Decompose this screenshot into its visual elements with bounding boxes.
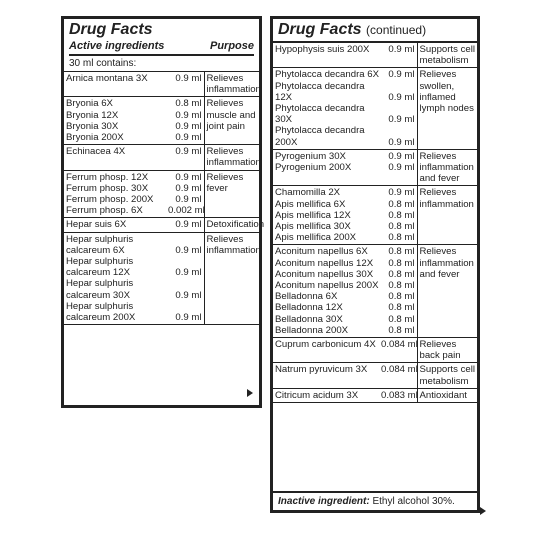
- ingredient-group: [64, 232, 259, 325]
- ingredient-name: Citricum acidum 3X: [275, 389, 359, 401]
- ingredient-names: [64, 72, 166, 97]
- ingredient-amount: 0.9 ml: [175, 289, 202, 301]
- ingredient-name: Belladonna 30X: [275, 313, 343, 325]
- ingredient-names: [64, 97, 166, 145]
- title-text: Drug Facts: [278, 21, 362, 38]
- purpose-text: Relieves back pain: [417, 338, 477, 363]
- ingredient-amounts: [166, 170, 204, 218]
- ingredients-table: [273, 43, 477, 403]
- ingredient-amount: 0.8 ml: [388, 221, 415, 233]
- ingredient-amount: 0.8 ml: [388, 198, 415, 210]
- ingredient-amounts: [379, 149, 417, 186]
- ingredient-name: Pyrogenium 30X: [275, 150, 346, 162]
- ingredient-amount: 0.9 ml: [388, 91, 415, 103]
- ingredient-amount: 0.8 ml: [388, 257, 415, 269]
- ingredient-amount: 0.8 ml: [388, 291, 415, 303]
- ingredient-names: [273, 363, 379, 388]
- ingredient-name: Ferrum phosp. 30X: [66, 182, 149, 194]
- ingredient-amount: 0.9 ml: [388, 69, 415, 81]
- ingredient-names: [64, 232, 166, 325]
- panel-header: [273, 19, 477, 43]
- purpose-text: Relieves inflammation: [417, 186, 477, 245]
- ingredient-amount: 0.9 ml: [388, 187, 415, 199]
- ingredient-name: Hypophysis suis 200X: [275, 44, 370, 55]
- ingredient-name: Chamomilla 2X: [275, 187, 341, 199]
- inactive-ingredient-label: Inactive ingredient:: [278, 496, 370, 507]
- ingredient-amounts: [166, 97, 204, 145]
- ingredient-group: [273, 186, 477, 245]
- title-continued: (continued): [366, 23, 427, 37]
- ingredient-amount: 0.9 ml: [175, 267, 202, 279]
- continued-arrow-icon: [247, 389, 253, 397]
- purpose-text: Relieves inflammation: [204, 72, 259, 97]
- ingredient-amount: 0.9 ml: [388, 136, 415, 148]
- ingredient-name: Pyrogenium 200X: [275, 162, 352, 174]
- ingredient-amount: 0.9 ml: [175, 194, 202, 206]
- purpose-text: Relieves muscle and joint pain: [204, 97, 259, 145]
- ingredient-amount: 0.8 ml: [388, 280, 415, 292]
- ingredient-amount: 0.9 ml: [175, 244, 202, 256]
- purpose-text: Relieves fever: [204, 170, 259, 218]
- ingredient-names: [273, 245, 379, 338]
- ingredient-name: Phytolacca decandra 200X: [275, 125, 365, 148]
- ingredient-amount: 0.9 ml: [175, 109, 202, 121]
- ingredient-name: Bryonia 12X: [66, 109, 119, 121]
- ingredient-name: Apis mellifica 12X: [275, 209, 351, 221]
- purpose-text: Relieves inflammation: [204, 232, 259, 325]
- ingredient-amount: 0.8 ml: [388, 313, 415, 325]
- ingredient-group: [64, 170, 259, 218]
- purpose-text: Relieves inflammation and fever: [417, 149, 477, 186]
- drug-facts-panel-right: [270, 16, 480, 513]
- ingredient-amount: 0.9 ml: [388, 150, 415, 162]
- panel-title: [278, 21, 472, 39]
- inactive-ingredient: [273, 491, 477, 510]
- ingredient-name: Phytolacca decandra 30X: [275, 103, 365, 126]
- panel-header: [64, 19, 259, 56]
- ingredient-group: [273, 338, 477, 363]
- ingredient-amount: 0.084 ml: [381, 339, 418, 351]
- ingredient-amounts: [379, 338, 417, 363]
- ingredient-group: [64, 97, 259, 145]
- ingredient-amount: 0.9 ml: [388, 162, 415, 174]
- ingredient-name: Hepar sulphuris calcareum 200X: [66, 300, 136, 324]
- ingredient-amounts: [379, 245, 417, 338]
- ingredient-name: Hepar suis 6X: [66, 219, 127, 231]
- ingredient-name: Aconitum napellus 30X: [275, 268, 374, 280]
- end-arrow-icon: [480, 507, 486, 515]
- ingredient-amount: 0.8 ml: [388, 324, 415, 336]
- purpose-text: Relieves swollen, inflamed lymph nodes: [417, 68, 477, 149]
- ingredient-group: [64, 145, 259, 170]
- ingredient-name: Hepar sulphuris calcareum 6X: [66, 233, 134, 256]
- ingredient-names: [64, 145, 166, 170]
- ingredient-name: Echinacea 4X: [66, 146, 126, 158]
- ingredient-group: [273, 245, 477, 338]
- ingredient-amount: 0.9 ml: [388, 114, 415, 126]
- purpose-text: Antioxidant: [417, 388, 477, 402]
- ingredient-group: [64, 218, 259, 232]
- ingredient-names: [64, 170, 166, 218]
- ingredient-name: Phytolacca decandra 12X: [275, 80, 365, 103]
- ingredient-name: Belladonna 200X: [275, 324, 349, 336]
- ingredient-amount: 0.8 ml: [388, 268, 415, 280]
- ingredient-amounts: [166, 232, 204, 325]
- ingredient-name: Bryonia 30X: [66, 120, 119, 132]
- ingredient-amount: 0.9 ml: [175, 132, 202, 144]
- ingredient-amounts: [166, 72, 204, 97]
- ingredient-amount: 0.8 ml: [175, 98, 202, 110]
- ingredient-amounts: [379, 186, 417, 245]
- ingredient-amount: 0.8 ml: [388, 209, 415, 221]
- ingredient-amount: 0.9 ml: [175, 120, 202, 132]
- contains-label: 30 ml contains:: [64, 56, 259, 72]
- ingredient-group: [273, 363, 477, 388]
- ingredient-names: [273, 149, 379, 186]
- ingredient-amounts: [379, 68, 417, 149]
- ingredient-name: Bryonia 200X: [66, 132, 124, 144]
- ingredient-name: Hepar sulphuris calcareum 30X: [66, 278, 134, 301]
- ingredient-group: [273, 149, 477, 186]
- ingredient-name: Belladonna 6X: [275, 291, 338, 303]
- purpose-text: Supports cell metabolism: [417, 43, 477, 68]
- ingredient-name: Apis mellifica 200X: [275, 232, 357, 244]
- ingredient-name: Aconitum napellus 6X: [275, 246, 368, 258]
- ingredient-amount: 0.084 ml: [381, 364, 418, 376]
- ingredient-amount: 0.9 ml: [175, 171, 202, 183]
- ingredient-name: Belladonna 12X: [275, 302, 343, 314]
- ingredient-group: [273, 68, 477, 149]
- ingredient-amount: 0.9 ml: [175, 219, 202, 231]
- drug-facts-panel-left: [61, 16, 265, 408]
- purpose-text: Detoxification: [204, 218, 259, 232]
- purpose-text: Supports cell metabolism: [417, 363, 477, 388]
- ingredient-amounts: [379, 388, 417, 402]
- purpose-text: Relieves inflammation: [204, 145, 259, 170]
- ingredient-names: [64, 218, 166, 232]
- ingredient-names: [273, 338, 379, 363]
- ingredient-amount: 0.8 ml: [388, 232, 415, 244]
- ingredient-names: [273, 43, 379, 68]
- purpose-text: Relieves inflammation and fever: [417, 245, 477, 338]
- ingredient-name: Apis mellifica 30X: [275, 221, 351, 233]
- ingredient-name: Ferrum phosp. 6X: [66, 205, 143, 217]
- ingredient-amount: 0.9 ml: [175, 182, 202, 194]
- ingredient-names: [273, 68, 379, 149]
- ingredient-group: [273, 43, 477, 68]
- purpose-label: Purpose: [209, 40, 254, 52]
- ingredient-amount: 0.9 ml: [175, 146, 202, 158]
- ingredient-amount: 0.083 ml: [381, 389, 418, 401]
- inactive-ingredient-value: Ethyl alcohol 30%.: [372, 496, 455, 507]
- ingredient-amount: 0.9 ml: [388, 44, 415, 55]
- ingredient-amounts: [166, 218, 204, 232]
- ingredient-name: Cuprum carbonicum 4X: [275, 339, 376, 351]
- ingredient-amounts: [166, 145, 204, 170]
- ingredient-amount: 0.8 ml: [388, 302, 415, 314]
- ingredient-amounts: [379, 363, 417, 388]
- ingredient-amounts: [379, 43, 417, 68]
- ingredient-group: [273, 388, 477, 402]
- ingredient-amount: 0.9 ml: [175, 73, 202, 84]
- active-ingredients-label: Active ingredients: [69, 40, 165, 52]
- ingredient-name: Apis mellifica 6X: [275, 198, 346, 210]
- ingredient-amount: 0.9 ml: [175, 312, 202, 323]
- ingredient-names: [273, 388, 379, 402]
- ingredient-name: Ferrum phosp. 200X: [66, 194, 154, 206]
- ingredient-amount: 0.002 ml: [168, 205, 205, 217]
- ingredient-amount: 0.8 ml: [388, 246, 415, 258]
- column-headers: [69, 39, 254, 56]
- ingredient-name: Arnica montana 3X: [66, 73, 148, 84]
- panel-title: Drug Facts: [69, 21, 153, 38]
- ingredient-name: Bryonia 6X: [66, 98, 113, 110]
- ingredient-name: Aconitum napellus 200X: [275, 280, 379, 292]
- ingredient-name: Hepar sulphuris calcareum 12X: [66, 256, 134, 279]
- ingredient-group: [64, 72, 259, 97]
- ingredient-name: Aconitum napellus 12X: [275, 257, 374, 269]
- ingredient-names: [273, 186, 379, 245]
- ingredients-table: [64, 72, 265, 325]
- ingredient-name: Ferrum phosp. 12X: [66, 171, 149, 183]
- ingredient-name: Phytolacca decandra 6X: [275, 69, 379, 81]
- ingredient-name: Natrum pyruvicum 3X: [275, 364, 368, 376]
